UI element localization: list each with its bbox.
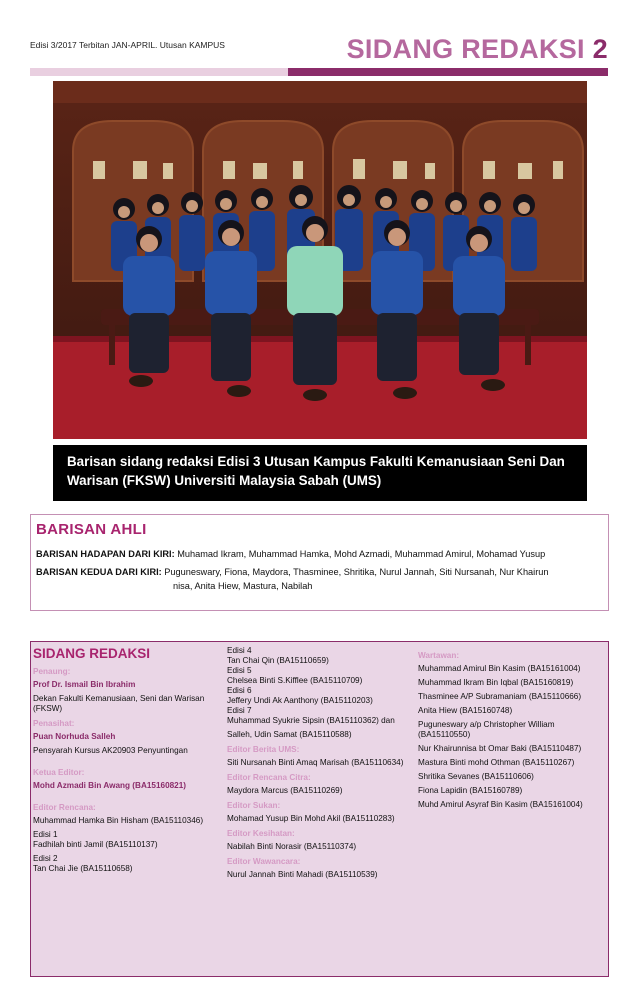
redaksi-column-3 (418, 646, 604, 814)
wartawan-label: Wartawan: (418, 651, 460, 660)
back-row-label: BARISAN KEDUA DARI KIRI: (36, 567, 162, 577)
editor-kesihatan-name: Nabilah Binti Norasir (BA15110374) (227, 842, 357, 851)
editor-rencana-name: Muhammad Hamka Bin Hisham (BA15110346) (33, 816, 204, 825)
sidang-redaksi-heading: SIDANG REDAKSI (33, 646, 151, 661)
wartawan-item: Anita Hiew (BA15160748) (418, 706, 513, 715)
wartawan-item: Puguneswary a/p Christopher William (BA15110550) (418, 720, 555, 739)
penasihat-name: Puan Norhuda Salleh (33, 732, 116, 741)
page-title-text: SIDANG REDAKSI (346, 34, 585, 64)
edisi-2-label: Edisi 2 (33, 854, 58, 863)
editor-sukan-name: Mohamad Yusup Bin Mohd Akil (BA15110283) (227, 814, 395, 823)
edisi-4-name: Tan Chai Qin (BA15110659) (227, 656, 329, 665)
editor-wawancara-label: Editor Wawancara: (227, 857, 301, 866)
edisi-7-name-cont: Salleh, Udin Samat (BA15110588) (227, 730, 352, 739)
penaung-name: Prof Dr. Ismail Bin Ibrahim (33, 680, 136, 689)
wartawan-item: Nur Khairunnisa bt Omar Baki (BA15110487) (418, 744, 582, 753)
editor-wawancara-name: Nurul Jannah Binti Mahadi (BA15110539) (227, 870, 378, 879)
front-row-list (36, 547, 603, 561)
edisi-5-name: Chelsea Binti S.Kifflee (BA15110709) (227, 676, 363, 685)
edisi-2-name: Tan Chai Jie (BA15110658) (33, 864, 133, 873)
editor-berita-label: Editor Berita UMS: (227, 745, 300, 754)
edition-line: Edisi 3/2017 Terbitan JAN-APRIL. Utusan KAMPUS (30, 40, 225, 50)
redaksi-column-2 (227, 646, 415, 884)
page-title (347, 34, 608, 65)
wartawan-item: Shritika Sevanes (BA15110606) (418, 772, 534, 781)
wartawan-item: Mastura Binti mohd Othman (BA15110267) (418, 758, 575, 767)
back-row-names-cont: nisa, Anita Hiew, Mastura, Nabilah (173, 581, 313, 591)
edisi-1-name: Fadhilah binti Jamil (BA15110137) (33, 840, 158, 849)
edisi-1-label: Edisi 1 (33, 830, 58, 839)
sidang-redaksi-panel (30, 641, 609, 977)
edisi-7-name: Muhammad Syukrie Sipsin (BA15110362) dan (227, 716, 395, 725)
editor-rencana-label: Editor Rencana: (33, 803, 96, 812)
penaung-desc: Dekan Fakulti Kemanusiaan, Seni dan Warisan (FKSW) (33, 694, 205, 713)
page-number: 2 (592, 34, 608, 64)
ketua-editor-label: Ketua Editor: (33, 768, 85, 777)
editor-berita-name: Siti Nursanah Binti Amaq Marisah (BA15110634) (227, 758, 404, 767)
group-photo (53, 81, 587, 439)
header-rule-dark (288, 68, 608, 76)
edisi-6-label: Edisi 6 (227, 686, 252, 695)
barisan-ahli-heading: BARISAN AHLI (36, 521, 147, 538)
wartawan-item: Fiona Lapidin (BA15160789) (418, 786, 523, 795)
back-row-list (36, 565, 603, 593)
wartawan-item: Muhd Amirul Asyraf Bin Kasim (BA15161004) (418, 800, 583, 809)
editor-sukan-label: Editor Sukan: (227, 801, 281, 810)
photo-caption: Barisan sidang redaksi Edisi 3 Utusan Kampus Fakulti Kemanusiaan Seni Dan Warisan (FKSW) Universiti Malaysia Sabah (UMS) (53, 445, 587, 501)
ketua-editor-name: Mohd Azmadi Bin Awang (BA15160821) (33, 781, 187, 790)
edisi-4-label: Edisi 4 (227, 646, 252, 655)
front-row-label: BARISAN HADAPAN DARI KIRI: (36, 549, 175, 559)
edisi-6-name: Jeffery Undi Ak Aanthony (BA15110203) (227, 696, 373, 705)
wartawan-item: Thasminee A/P Subramaniam (BA15110666) (418, 692, 582, 701)
edisi-7-label: Edisi 7 (227, 706, 252, 715)
back-row-names: Puguneswary, Fiona, Maydora, Thasminee, Shritika, Nurul Jannah, Siti Nursanah, Nur Khairun (161, 567, 549, 577)
editor-citra-label: Editor Rencana Citra: (227, 773, 311, 782)
front-row-names: Muhamad Ikram, Muhammad Hamka, Mohd Azmadi, Muhammad Amirul, Mohamad Yusup (174, 549, 546, 559)
penaung-label: Penaung: (33, 667, 71, 676)
redaksi-column-1 (33, 646, 223, 878)
header-rule-light (30, 68, 288, 76)
editor-citra-name: Maydora Marcus (BA15110269) (227, 786, 343, 795)
wartawan-item: Muhammad Amirul Bin Kasim (BA15161004) (418, 664, 581, 673)
barisan-ahli-box (30, 514, 609, 611)
penasihat-desc: Pensyarah Kursus AK20903 Penyuntingan (33, 746, 188, 755)
wartawan-item: Muhammad Ikram Bin Iqbal (BA15160819) (418, 678, 574, 687)
editor-kesihatan-label: Editor Kesihatan: (227, 829, 295, 838)
penasihat-label: Penasihat: (33, 719, 75, 728)
edisi-5-label: Edisi 5 (227, 666, 252, 675)
